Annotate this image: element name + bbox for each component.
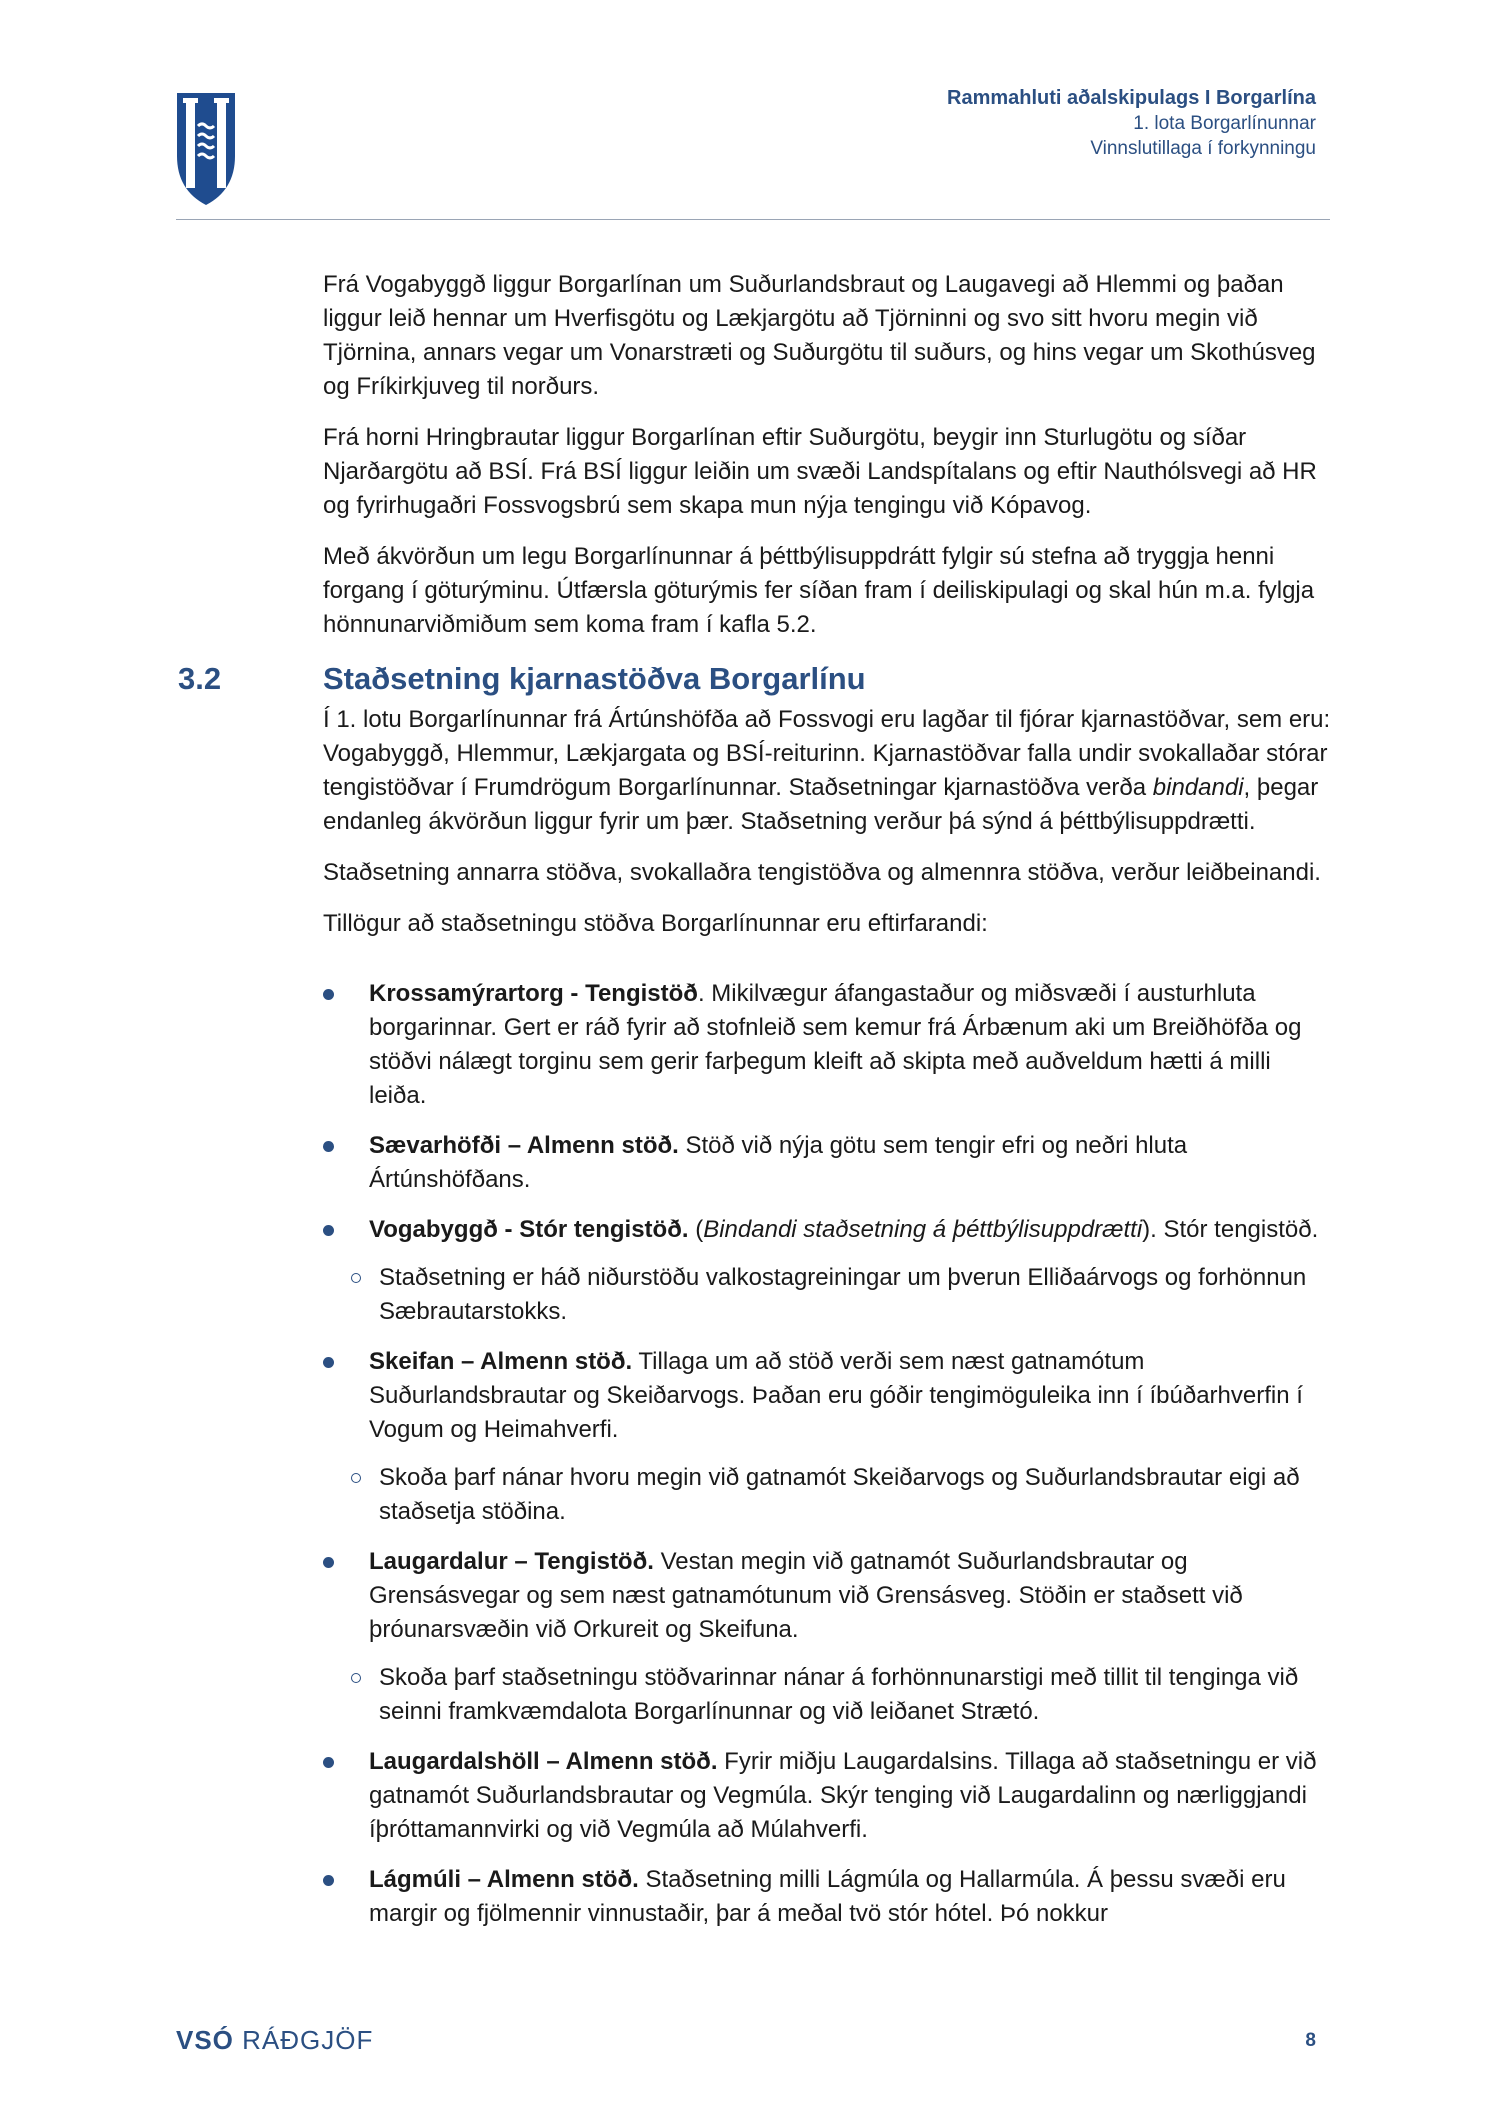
section-heading [178,659,1333,699]
station-description: Staðsetning milli Lágmúla og Hallarmúla. Á þessu svæði eru margir og fjölmennir vinnustaðir, þar á meðal tvö stór hótel. Þó nokkur [369,1866,1286,1927]
document-body [178,268,1333,1947]
station-description: Stöð við nýja götu sem tengir efri og neðri hluta Ártúnshöfðans. [369,1132,1188,1193]
list-item [323,1863,1333,1931]
header-status: Vinnslutillaga í forkynningu [1090,138,1316,159]
page-number: 8 [1305,2030,1316,2051]
bullet-icon [323,1225,334,1236]
bullet-icon [323,1141,334,1152]
vso-radgjof-logo [176,2025,373,2056]
paragraph [323,703,1333,839]
sub-list-item [351,1661,1333,1729]
circle-bullet-icon [351,1273,361,1283]
list-item [323,1545,1333,1729]
circle-bullet-icon [351,1673,361,1683]
station-name: Krossamýrartorg - Tengistöð [369,980,698,1007]
sub-list [369,1261,1333,1329]
reykjavik-coat-of-arms-logo [176,92,236,206]
station-name: Lágmúli – Almenn stöð. [369,1866,639,1893]
list-item [323,1213,1333,1329]
station-description: . Mikilvægur áfangastaður og miðsvæði í austurhluta borgarinnar. Gert er ráð fyrir að stofnleið sem kemur frá Árbænum aki um Breiðhöfða og stöðvi nálægt torginu sem gerir farþegum kleift að skipta með auðveldum hætti á milli leiða. [369,980,1302,1109]
text-run: ( [688,1216,704,1243]
emphasis: bindandi [1152,774,1244,801]
text-run: ). Stór tengistöð. [1142,1216,1319,1243]
bullet-icon [323,989,334,1000]
bullet-icon [323,1757,334,1768]
logo-light-text: RÁÐGJÖF [242,2025,374,2055]
header-subtitle: 1. lota Borgarlínunnar [1133,113,1316,134]
station-description: Fyrir miðju Laugardalsins. Tillaga að staðsetningu er við gatnamót Suðurlandsbrautar og Vegmúla. Skýr tenging við Laugardalinn og nærliggjandi íþróttamannvirki og við Vegmúla að Múlahverfi. [369,1748,1317,1843]
sub-item-text: Staðsetning er háð niðurstöðu valkostagreiningar um þverun Elliðaárvogs og forhönnun Sæbrautarstokks. [379,1264,1307,1325]
list-item [323,1345,1333,1529]
sub-list-item [351,1261,1333,1329]
page-header [947,86,1316,161]
section-title: Staðsetning kjarnastöðva Borgarlínu [323,661,866,696]
emphasis: Bindandi staðsetning á þéttbýlisuppdrætti [703,1216,1143,1243]
sub-list [369,1461,1333,1529]
station-name: Sævarhöfði – Almenn stöð. [369,1132,679,1159]
paragraph: Með ákvörðun um legu Borgarlínunnar á þéttbýlisuppdrátt fylgir sú stefna að tryggja henni forgang í göturýminu. Útfærsla göturýmis fer síðan fram í deiliskipulagi og skal hún m.a. fylgja hönnunarviðmiðum sem koma fram í kafla 5.2. [323,543,1315,638]
text-run: Í 1. lotu Borgarlínunnar frá Ártúnshöfða að Fossvogi eru lagðar til fjórar kjarnastöðvar, sem eru: Vogabyggð, Hlemmur, Lækjargata og BSÍ-reiturinn. Kjarnastöðvar falla undir svokallaðar stórar tengistöðvar í Frumdrögum Borgarlínunnar. Staðsetningar kjarnastöðva verða [323,706,1331,801]
station-name: Laugardalshöll – Almenn stöð. [369,1748,718,1775]
header-title: Rammahluti aðalskipulags I Borgarlína [947,87,1316,109]
circle-bullet-icon [351,1473,361,1483]
paragraph: Frá Vogabyggð liggur Borgarlínan um Suðurlandsbraut og Laugavegi að Hlemmi og þaðan liggur leið hennar um Hverfisgötu og Lækjargötu að Tjörninni og svo sitt hvoru megin við Tjörnina, annars vegar um Vonarstræti og Suðurgötu til suðurs, og hins vegar um Skothúsveg og Fríkirkjuveg til norðurs. [323,271,1316,400]
section-number: 3.2 [178,661,222,696]
list-item [323,1745,1333,1847]
header-divider [176,219,1330,220]
station-name: Laugardalur – Tengistöð. [369,1548,654,1575]
sub-list-item [351,1461,1333,1529]
bullet-icon [323,1357,334,1368]
paragraph: Tillögur að staðsetningu stöðva Borgarlínunnar eru eftirfarandi: [323,910,988,937]
text-run: , þegar endanleg ákvörðun liggur fyrir um þær. Staðsetning verður þá sýnd á þéttbýlisuppdrætti. [323,774,1319,835]
sub-item-text: Skoða þarf staðsetningu stöðvarinnar nánar á forhönnunarstigi með tillit til tenginga við seinni framkvæmdalota Borgarlínunnar og við leiðanet Strætó. [379,1664,1299,1725]
station-list [323,977,1333,1931]
paragraph: Frá horni Hringbrautar liggur Borgarlínan eftir Suðurgötu, beygir inn Sturlugötu og síðar Njarðargötu að BSÍ. Frá BSÍ liggur leiðin um svæði Landspítalans og eftir Nauthólsvegi að HR og fyrirhugaðri Fossvogsbrú sem skapa mun nýja tengingu við Kópavog. [323,424,1317,519]
sub-item-text: Skoða þarf nánar hvoru megin við gatnamót Skeiðarvogs og Suðurlandsbrautar eigi að staðsetja stöðina. [379,1464,1300,1525]
station-description: Vestan megin við gatnamót Suðurlandsbrautar og Grensásvegar og sem næst gatnamótunum við Grensásveg. Stöðin er staðsett við þróunarsvæðin við Orkureit og Skeifuna. [369,1548,1243,1643]
bullet-icon [323,1875,334,1886]
station-name: Skeifan – Almenn stöð. [369,1348,633,1375]
list-item [323,1129,1333,1197]
sub-list [369,1661,1333,1729]
list-item [323,977,1333,1113]
logo-bold-text: VSÓ [176,2025,234,2055]
bullet-icon [323,1557,334,1568]
station-description: Tillaga um að stöð verði sem næst gatnamótum Suðurlandsbrautar og Skeiðarvogs. Þaðan eru góðir tengimöguleika inn í íbúðarhverfin í Vogum og Heimahverfi. [369,1348,1303,1443]
paragraph: Staðsetning annarra stöðva, svokallaðra tengistöðva og almennra stöðva, verður leiðbeinandi. [323,859,1321,886]
station-name: Vogabyggð - Stór tengistöð. [369,1216,689,1243]
